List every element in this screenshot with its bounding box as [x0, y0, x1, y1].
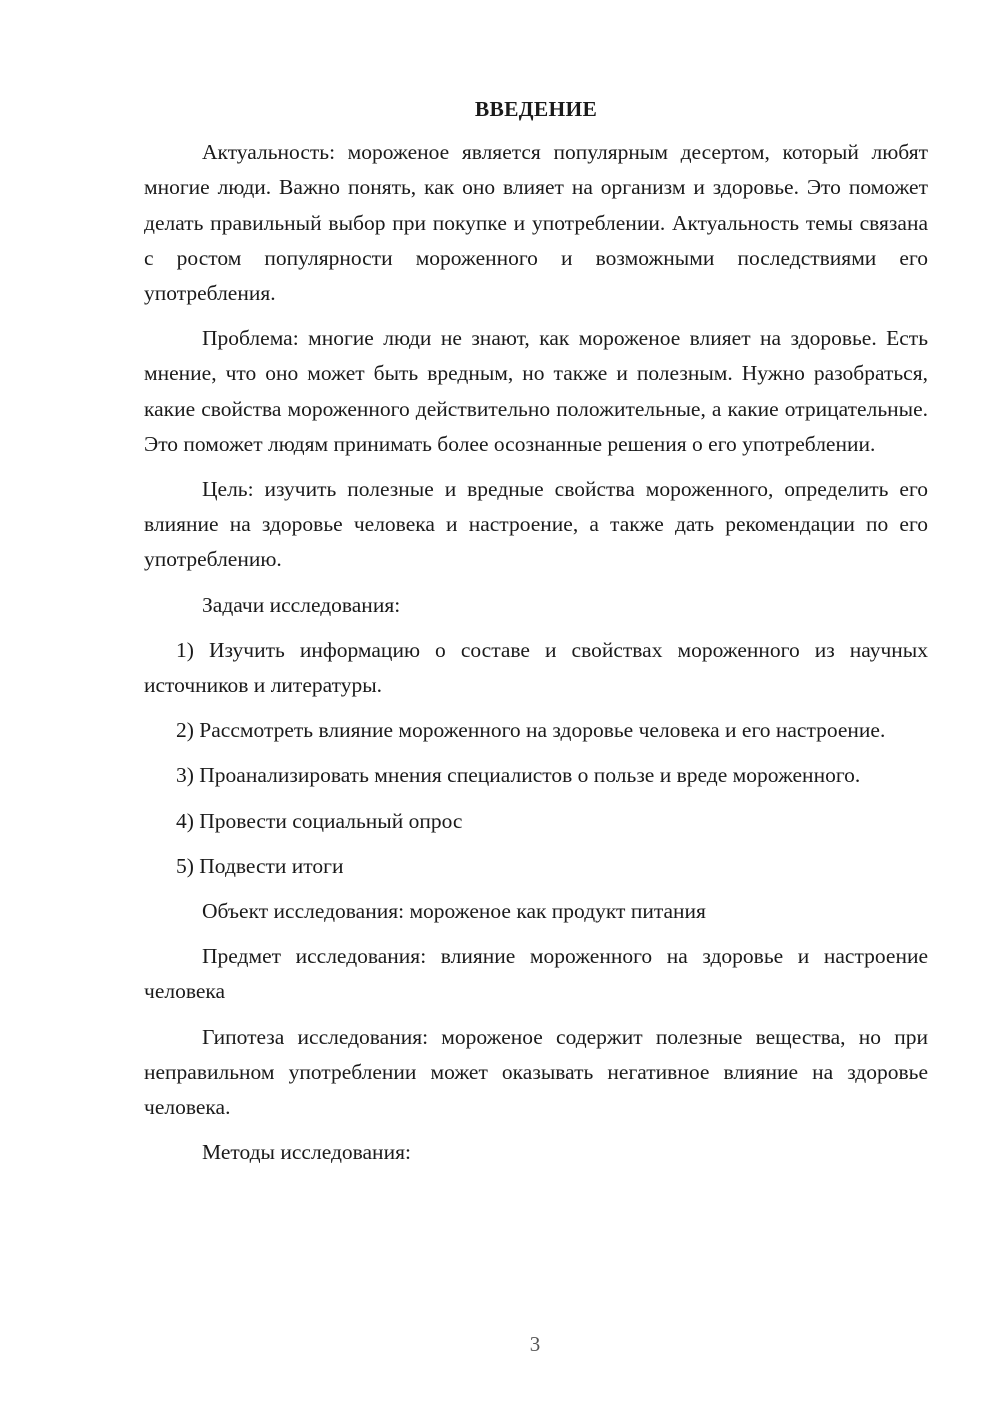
task-item-1: 1) Изучить информацию о составе и свойствах мороженного из научных источников и литературы. [144, 637, 928, 698]
paragraph-hypothesis: Гипотеза исследования: мороженое содержит полезные вещества, но при неправильном употреблении может оказывать негативное влияние на здоровье человека. [144, 1024, 928, 1120]
paragraph-subject: Предмет исследования: влияние мороженного на здоровье и настроение человека [144, 944, 928, 1004]
task-item-5: 5) Подвести итоги [176, 853, 344, 878]
tasks-title: Задачи исследования: [202, 592, 401, 617]
document-page [144, 92, 928, 1180]
task-item-2: 2) Рассмотреть влияние мороженного на здоровье человека и его настроение. [176, 718, 886, 743]
paragraph-methods: Методы исследования: [202, 1140, 411, 1165]
task-item-4: 4) Провести социальный опрос [176, 808, 463, 833]
paragraph-goal: Цель: изучить полезные и вредные свойства мороженного, определить его влияние на здоровье человека и настроение, а также дать рекомендации по его употреблению. [144, 477, 928, 572]
task-item-3: 3) Проанализировать мнения специалистов о пользе и вреде мороженного. [176, 763, 861, 788]
paragraph-object: Объект исследования: мороженое как продукт питания [202, 899, 706, 924]
paragraph-relevance: Актуальность: мороженое является популярным десертом, который любят многие люди. Важно понять, как оно влияет на организм и здоровье. Это поможет делать правильный выбор при покупке и употреблении. Актуальность темы связана с ростом популярности мороженного и возможными последствиями его употребления. [144, 140, 928, 306]
page-number: 3 [529, 1332, 541, 1356]
paragraph-problem: Проблема: многие люди не знают, как мороженое влияет на здоровье. Есть мнение, что оно может быть вредным, но также и полезным. Нужно разобраться, какие свойства мороженного действительно положительные, а какие отрицательные. Это поможет людям принимать более осознанные решения о его употреблении. [144, 326, 928, 456]
page-title: ВВЕДЕНИЕ [474, 97, 598, 121]
